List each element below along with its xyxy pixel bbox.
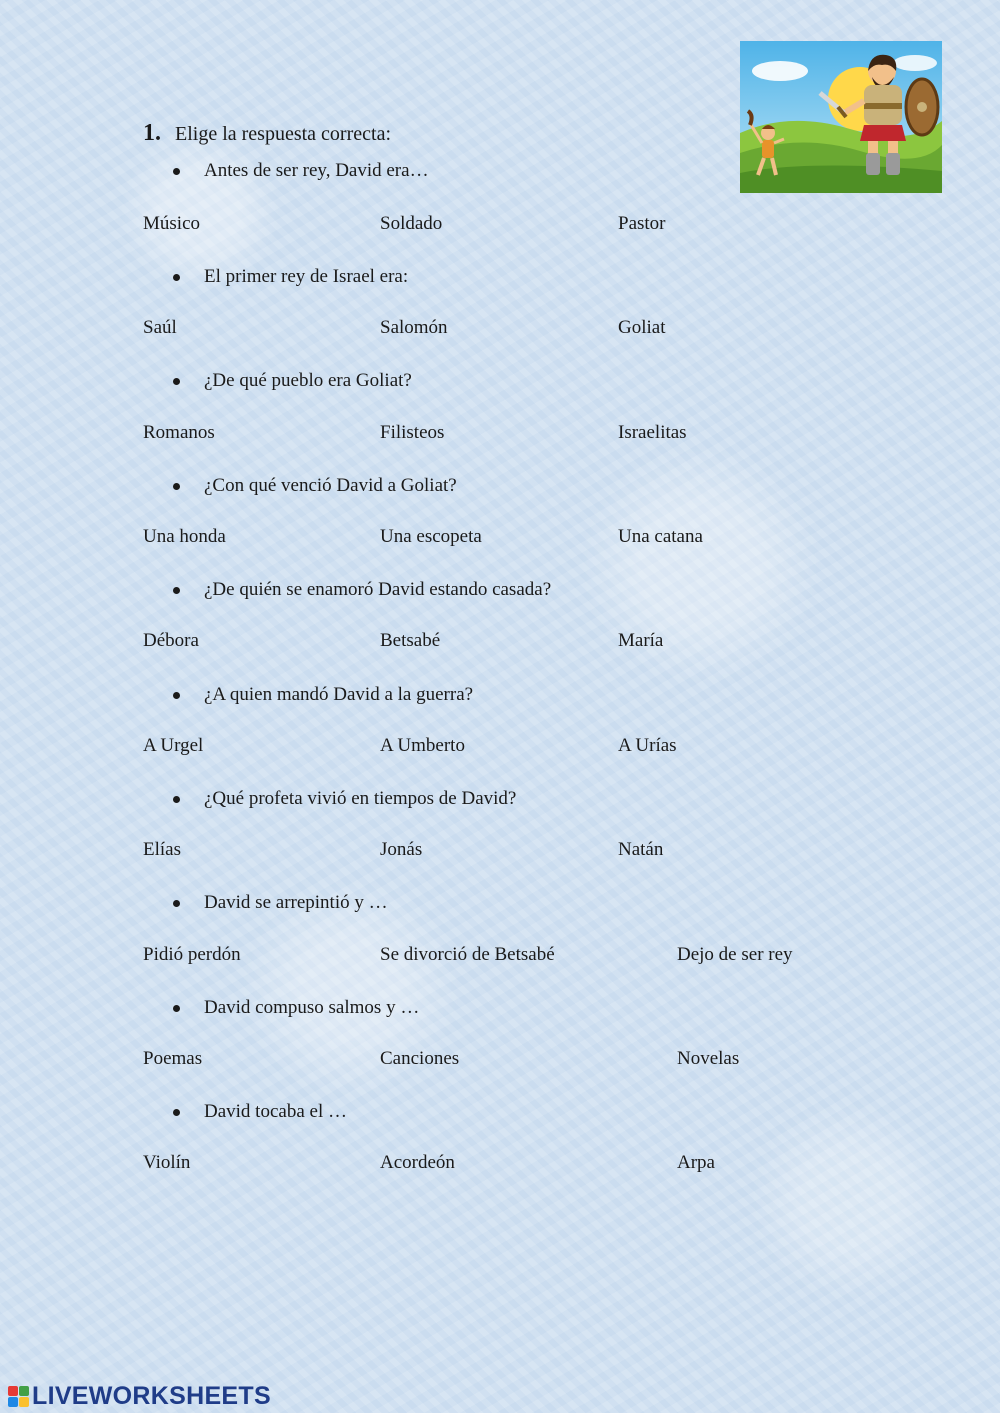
answer-option[interactable]: Pidió perdón [143,944,241,965]
answer-option[interactable]: Poemas [143,1048,203,1069]
illustration-svg [740,41,942,193]
answer-option[interactable]: Soldado [380,213,443,234]
answer-option[interactable]: Novelas [677,1048,740,1069]
answer-option[interactable]: Betsabé [380,630,441,651]
bullet-icon [173,587,180,594]
answer-option[interactable]: Canciones [380,1048,460,1069]
answer-option[interactable]: María [618,630,664,651]
liveworksheets-logo-icon [8,1386,29,1407]
question-text: David tocaba el … [204,1101,347,1122]
bullet-icon [173,168,180,175]
question-text: Antes de ser rey, David era… [204,160,429,181]
answer-option[interactable]: Pastor [618,213,666,234]
question-text: ¿De quién se enamoró David estando casada? [204,579,552,600]
exercise-instruction: Elige la respuesta correcta: [175,123,391,145]
answer-option[interactable]: Jonás [380,839,423,860]
answer-option[interactable]: Una escopeta [380,526,482,547]
liveworksheets-logo[interactable] [8,1383,271,1409]
bullet-icon [173,378,180,385]
answer-option[interactable]: Natán [618,839,664,860]
question-2 [173,266,408,288]
answer-option[interactable]: Una honda [143,526,226,547]
bullet-icon [173,274,180,281]
answer-option[interactable]: Romanos [143,422,215,443]
answer-option[interactable]: Débora [143,630,199,651]
exercise-number: 1. [143,120,161,146]
answer-option[interactable]: Acordeón [380,1152,455,1173]
question-text: David compuso salmos y … [204,997,420,1018]
answer-option[interactable]: A Urías [618,735,677,756]
answer-option[interactable]: A Umberto [380,735,465,756]
answer-option[interactable]: Salomón [380,317,448,338]
logo-text: LIVEWORKSHEETS [32,1381,271,1410]
question-text: David se arrepintió y … [204,892,388,913]
david-goliath-illustration [740,41,942,193]
question-text: ¿Con qué venció David a Goliat? [204,475,457,496]
answer-option[interactable]: Filisteos [380,422,445,443]
question-text: ¿Qué profeta vivió en tiempos de David? [204,788,517,809]
bullet-icon [173,796,180,803]
answer-option[interactable]: Goliat [618,317,666,338]
question-text: El primer rey de Israel era: [204,266,409,287]
question-10 [173,1101,347,1123]
exercise-heading [143,120,391,147]
answer-option[interactable]: Se divorció de Betsabé [380,944,555,965]
answer-option[interactable]: Dejo de ser rey [677,944,793,965]
question-8 [173,892,388,914]
question-1 [173,160,429,182]
bullet-icon [173,900,180,907]
question-7 [173,788,516,810]
answer-option[interactable]: Saúl [143,317,177,338]
answer-option[interactable]: Israelitas [618,422,687,443]
bullet-icon [173,692,180,699]
question-4 [173,475,457,497]
answer-option[interactable]: Violín [143,1152,191,1173]
answer-option[interactable]: Una catana [618,526,703,547]
answer-option[interactable]: Elías [143,839,181,860]
question-6 [173,684,473,706]
question-5 [173,579,551,601]
question-9 [173,997,419,1019]
question-text: ¿De qué pueblo era Goliat? [204,370,412,391]
question-text: ¿A quien mandó David a la guerra? [204,684,474,705]
answer-option[interactable]: Arpa [677,1152,715,1173]
answer-option[interactable]: A Urgel [143,735,204,756]
bullet-icon [173,1005,180,1012]
question-3 [173,370,412,392]
bullet-icon [173,1109,180,1116]
bullet-icon [173,483,180,490]
answer-option[interactable]: Músico [143,213,200,234]
